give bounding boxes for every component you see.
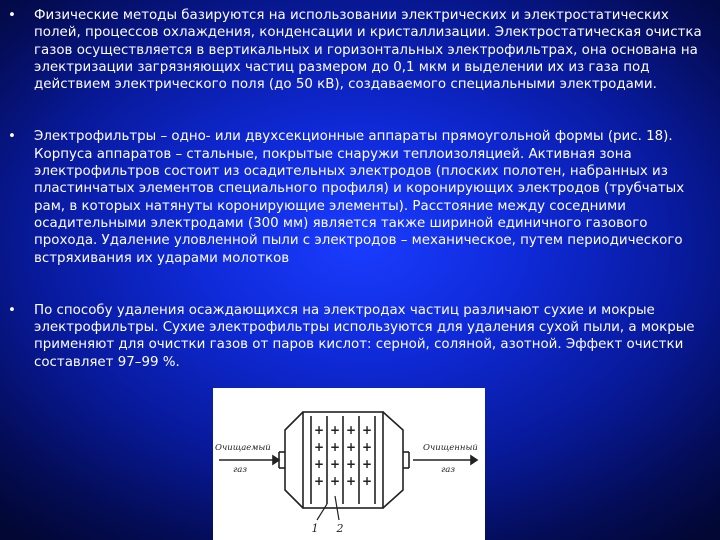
corona-electrode-mark: +	[329, 474, 341, 488]
outlet-cone	[383, 412, 403, 508]
bullet-item	[8, 302, 708, 371]
bullet-marker: •	[8, 8, 16, 23]
corona-electrode-mark: +	[345, 423, 357, 437]
callout-leader-1	[317, 504, 327, 520]
bullet-item	[8, 128, 708, 266]
bullet-item	[8, 7, 708, 93]
corona-electrode-mark: +	[345, 457, 357, 471]
corona-electrode-mark: +	[361, 423, 373, 437]
corona-electrode-mark: +	[345, 440, 357, 454]
outlet-arrowhead	[471, 456, 477, 464]
corona-electrode-mark: +	[345, 474, 357, 488]
callout-number-1: 1	[311, 522, 319, 535]
inlet-label-gas: газ	[233, 465, 247, 475]
callout-number-2: 2	[336, 522, 344, 535]
diagram-svg	[213, 388, 485, 540]
corona-electrode-mark: +	[313, 423, 325, 437]
bullet-text: По способу удаления осаждающихся на электродах частиц различают сухие и мокрые электрофильтры. Сухие электрофильтры используются для удаления сухой пыли, а мокрые применяют для очистки газов от паров кислот: серной, соляной, азотной. Эффект очистки составляет 97–99 %.	[34, 302, 695, 370]
bullet-marker: •	[8, 129, 16, 145]
corona-electrode-mark: +	[313, 474, 325, 488]
bullet-text: Электрофильтры – одно- или двухсекционные аппараты прямоугольной формы (рис. 18). Корпуса аппаратов – стальные, покрытые снаружи теплоизоляцией. Активная зона электрофильтров состоит из осадительных электродов (плоских полотен, набранных из пластинчатых элементов специального профиля) и коронирующих электродов (трубчатых рам, в которых натянуты коронирующие элементы). Расстояние между соседними осадительными электродами (300 мм) является также шириной единичного газового прохода. Удаление уловленной пыли с электродов – механическое, путем периодического встряхивания их ударами молотков	[34, 129, 685, 266]
corona-electrode-mark: +	[329, 423, 341, 437]
outlet-label-gas: газ	[441, 465, 455, 475]
corona-electrode-mark: +	[329, 457, 341, 471]
corona-electrode-mark: +	[361, 474, 373, 488]
bullet-text: Физические методы базируются на использовании электрических и электростатических полей, процессов охлаждения, конденсации и кристаллизации. Электростатическая очистка газов осуществляется в вертикальных и горизонтальных электрофильтрах, она основана на электризации загрязняющих частиц размером до 0,1 мкм и выделении их из газа под действием электрического поля (до 50 кВ), создаваемого специальными электродами.	[34, 8, 702, 93]
corona-electrode-mark: +	[313, 440, 325, 454]
electrofilter-diagram	[213, 388, 485, 540]
corona-electrode-mark: +	[313, 457, 325, 471]
inlet-cone	[285, 412, 303, 508]
outlet-label: Очищенный	[423, 443, 478, 453]
bullet-marker: •	[8, 302, 16, 318]
corona-electrode-mark: +	[329, 440, 341, 454]
inlet-label: Очищаемый	[215, 443, 271, 453]
corona-electrode-mark: +	[361, 440, 373, 454]
bullet-list	[8, 7, 708, 371]
corona-electrode-mark: +	[361, 457, 373, 471]
inlet-arrowhead	[273, 456, 279, 464]
